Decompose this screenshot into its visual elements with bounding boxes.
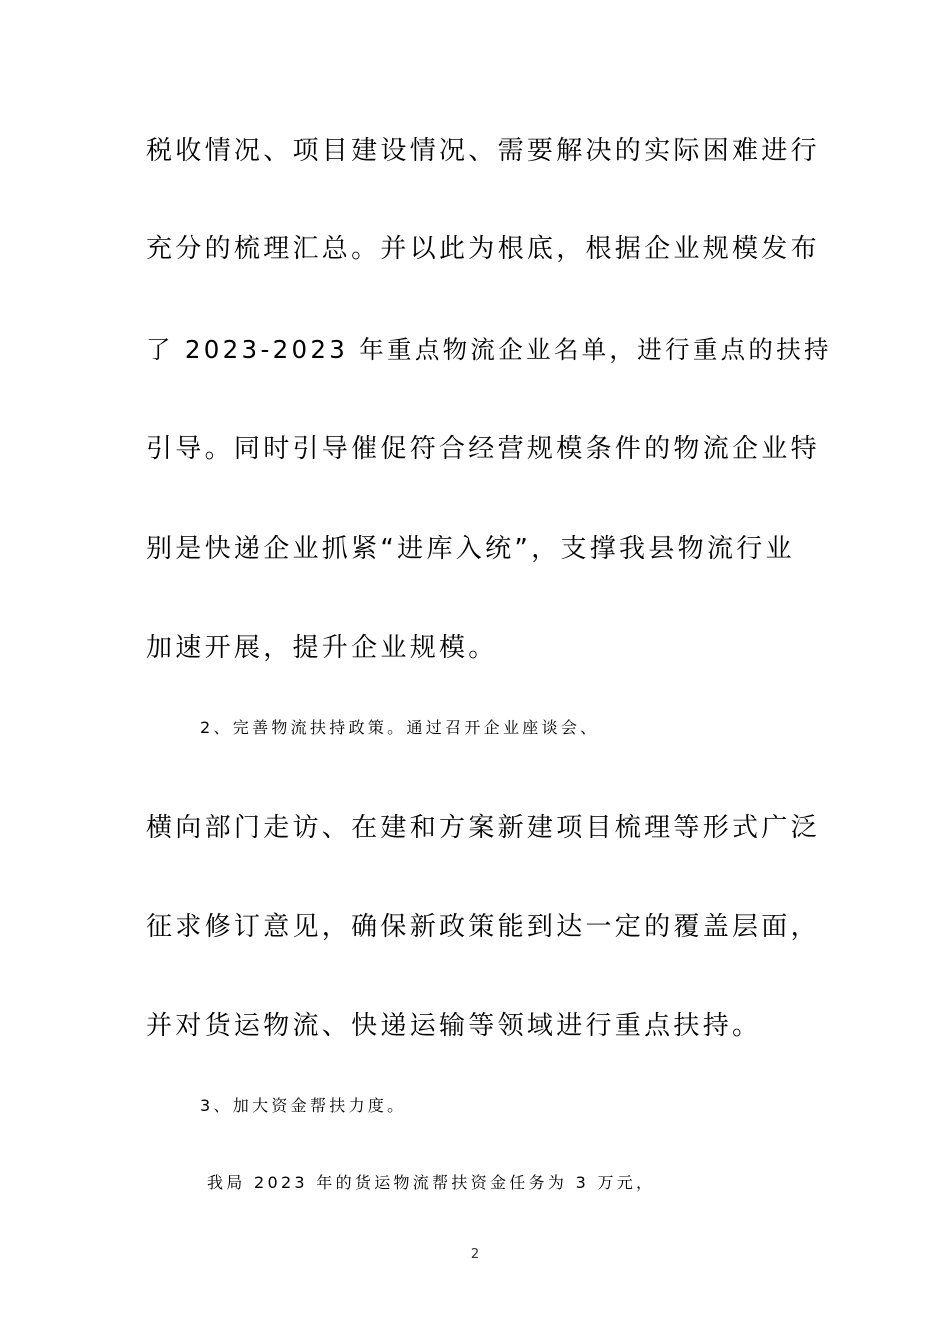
text-line-3: 了 2023-2023 年重点物流企业名单，进行重点的扶持 (146, 335, 832, 364)
text-line-10: 并对货运物流、快递运输等领域进行重点扶持。 (146, 1011, 762, 1041)
text-line-8: 横向部门走访、在建和方案新建项目梳理等形式广泛 (146, 813, 820, 843)
page-number: 2 (470, 1247, 480, 1262)
text-line-1: 税收情况、项目建设情况、需要解决的实际困难进行 (146, 136, 820, 166)
text-line-4: 引导。同时引导催促符合经营规模条件的物流企业特 (146, 434, 820, 464)
text-line-5: 别是快递企业抓紧“进库入统”，支撑我县物流行业 (146, 534, 795, 564)
text-line-2: 充分的梳理汇总。并以此为根底，根据企业规模发布 (146, 234, 820, 264)
text-line-12: 我局 2023 年的货运物流帮扶资金任务为 3 万元， (207, 1173, 656, 1192)
text-line-9: 征求修订意见，确保新政策能到达一定的覆盖层面， (146, 912, 820, 942)
text-line-6: 加速开展，提升企业规模。 (146, 633, 498, 663)
section-heading-2: 2、完善物流扶持政策。通过召开企业座谈会、 (200, 718, 600, 737)
section-heading-3: 3、加大资金帮扶力度。 (200, 1096, 407, 1115)
